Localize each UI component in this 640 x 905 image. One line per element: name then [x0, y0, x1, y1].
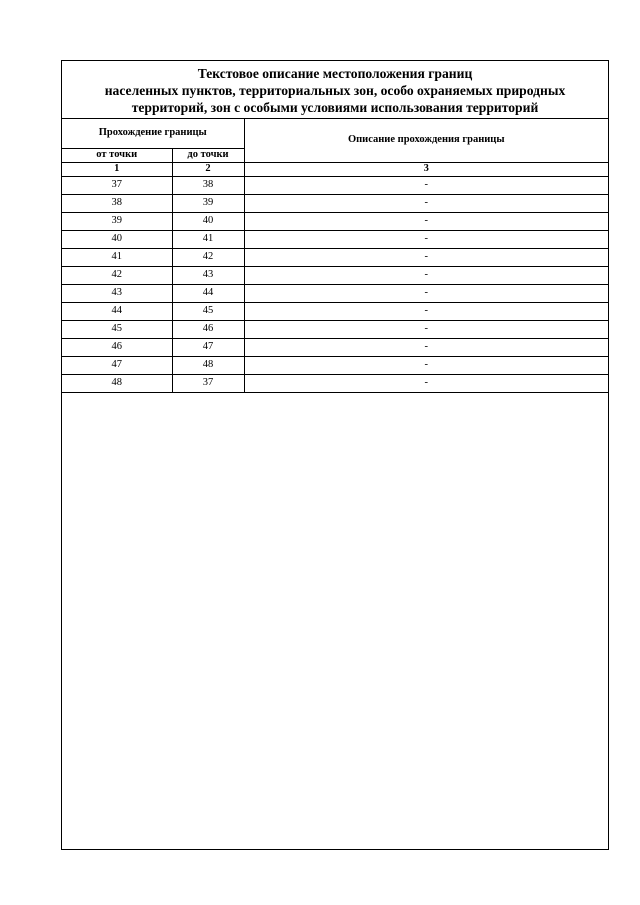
cell-description: - [244, 266, 608, 284]
title-line-2: населенных пунктов, территориальных зон, особо охраняемых природных [104, 83, 566, 98]
title-line-1: Текстовое описание местоположения границ [197, 66, 473, 81]
cell-description: - [244, 338, 608, 356]
cell-to: 38 [172, 176, 244, 194]
cell-to: 41 [172, 230, 244, 248]
cell-from: 37 [62, 176, 172, 194]
document-frame [61, 60, 609, 850]
cell-to: 39 [172, 194, 244, 212]
cell-to: 46 [172, 320, 244, 338]
table-row [62, 320, 608, 338]
cell-from: 45 [62, 320, 172, 338]
cell-description: - [244, 176, 608, 194]
header-from-point: от точки [62, 148, 172, 162]
cell-from: 47 [62, 356, 172, 374]
table-row [62, 212, 608, 230]
document-title [62, 61, 608, 119]
table-row [62, 194, 608, 212]
column-number-1: 1 [62, 162, 172, 176]
cell-description: - [244, 230, 608, 248]
cell-from: 38 [62, 194, 172, 212]
column-number-3: 3 [244, 162, 608, 176]
table-row [62, 176, 608, 194]
table-row [62, 248, 608, 266]
cell-description: - [244, 302, 608, 320]
cell-from: 43 [62, 284, 172, 302]
cell-description: - [244, 248, 608, 266]
header-passage: Прохождение границы [62, 119, 244, 148]
cell-from: 39 [62, 212, 172, 230]
cell-from: 46 [62, 338, 172, 356]
cell-from: 40 [62, 230, 172, 248]
table-row [62, 284, 608, 302]
cell-description: - [244, 194, 608, 212]
cell-to: 43 [172, 266, 244, 284]
table-row [62, 230, 608, 248]
cell-description: - [244, 320, 608, 338]
cell-from: 48 [62, 374, 172, 392]
cell-description: - [244, 212, 608, 230]
header-description: Описание прохождения границы [244, 119, 608, 162]
boundary-table [62, 119, 608, 393]
table-row [62, 356, 608, 374]
header-to-point: до точки [172, 148, 244, 162]
cell-from: 44 [62, 302, 172, 320]
cell-from: 41 [62, 248, 172, 266]
table-row [62, 374, 608, 392]
cell-description: - [244, 356, 608, 374]
table-row [62, 302, 608, 320]
cell-description: - [244, 284, 608, 302]
cell-to: 42 [172, 248, 244, 266]
cell-to: 45 [172, 302, 244, 320]
cell-description: - [244, 374, 608, 392]
cell-to: 44 [172, 284, 244, 302]
table-row [62, 266, 608, 284]
cell-to: 48 [172, 356, 244, 374]
cell-to: 40 [172, 212, 244, 230]
table-row [62, 338, 608, 356]
cell-to: 37 [172, 374, 244, 392]
cell-to: 47 [172, 338, 244, 356]
column-number-2: 2 [172, 162, 244, 176]
cell-from: 42 [62, 266, 172, 284]
title-line-3: территорий, зон с особыми условиями использования территорий [131, 100, 539, 115]
